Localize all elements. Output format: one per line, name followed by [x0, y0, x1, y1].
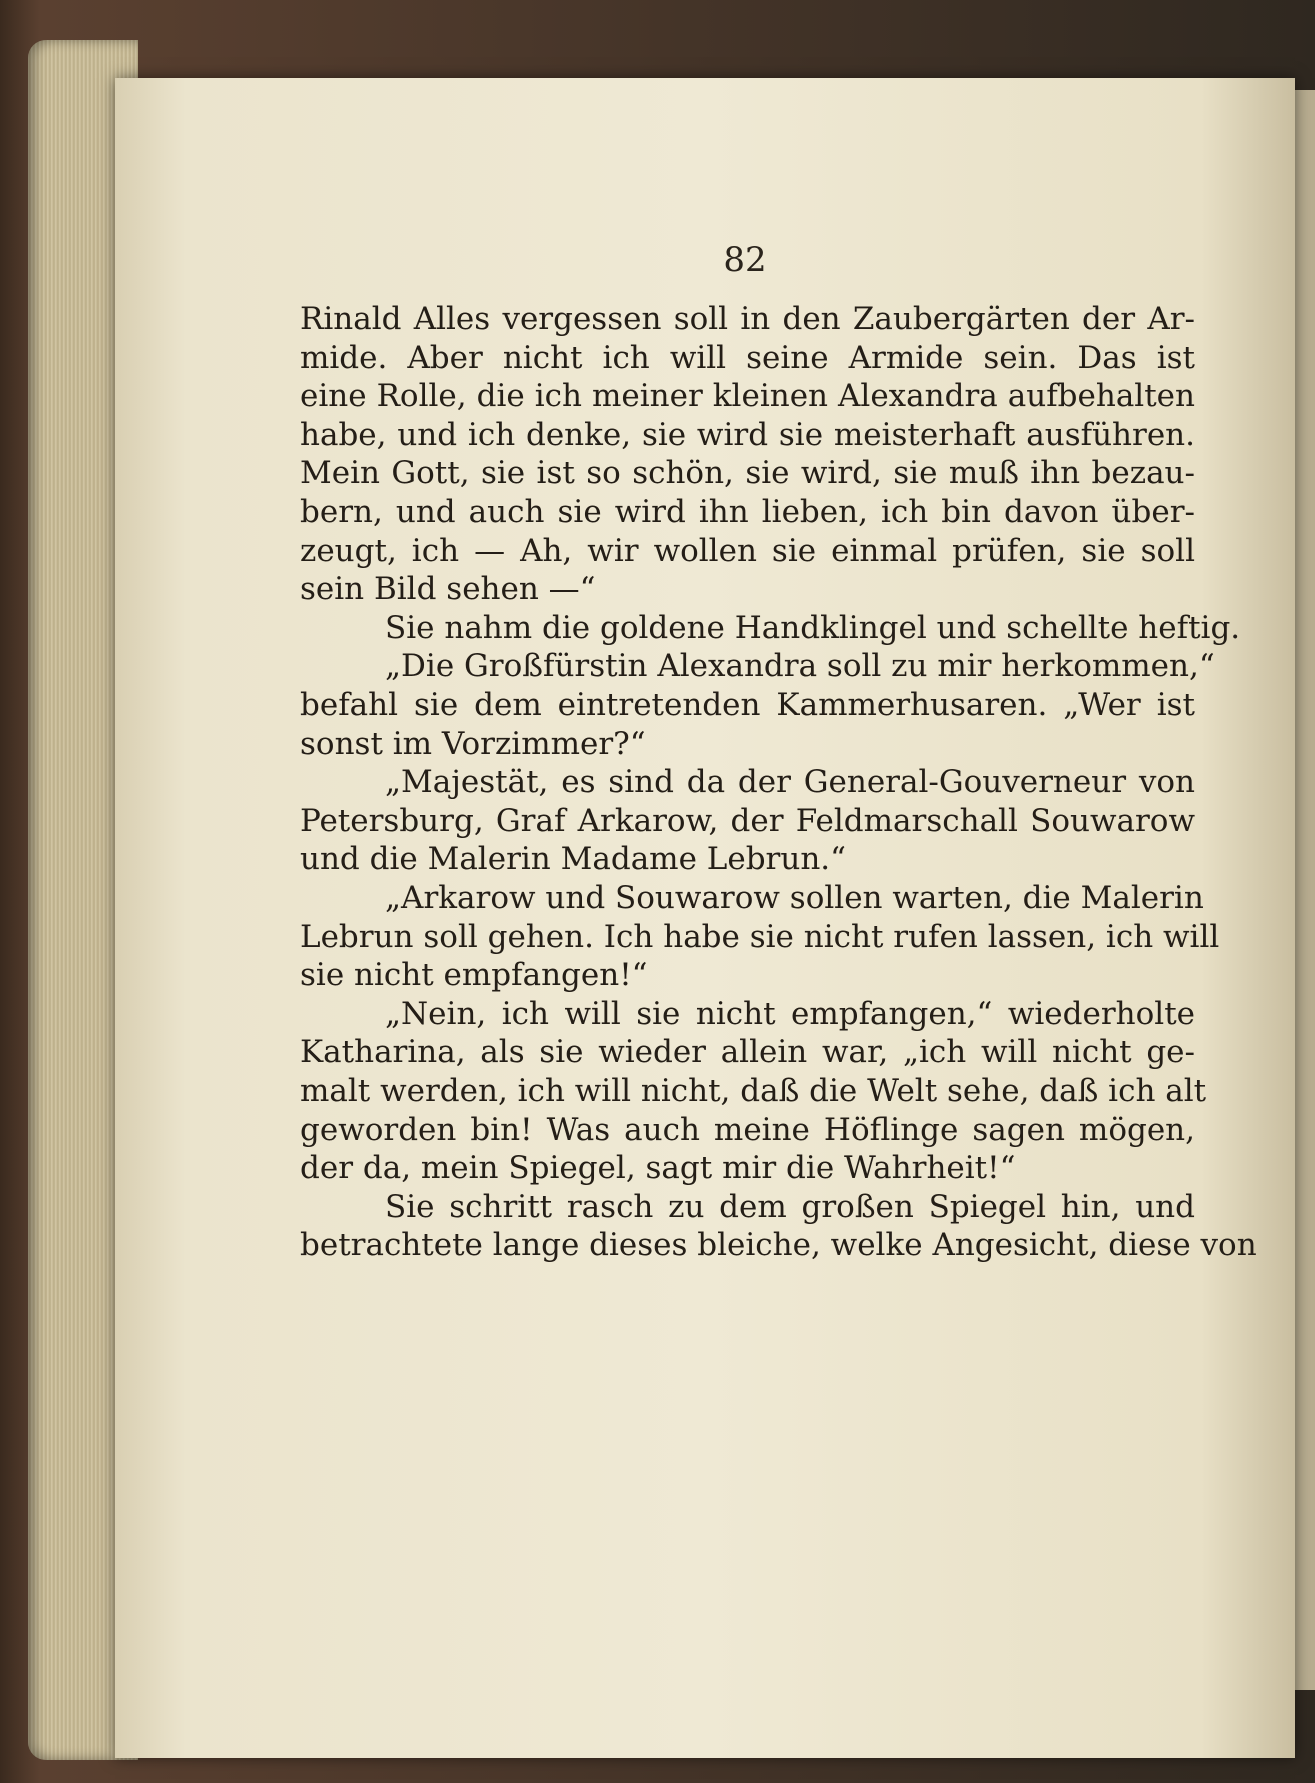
text-line: sie nicht empfangen!“	[300, 957, 648, 994]
text-line: der da, mein Spiegel, sagt mir die Wahrheit!“	[300, 1150, 1016, 1187]
text-line: Sie nahm die goldene Handklingel und schellte heftig.	[385, 609, 1241, 646]
text-line: Mein Gott, sie ist so schön, sie wird, sie muß ihn bezau-	[300, 455, 1195, 492]
text-line: „Arkarow und Souwarow sollen warten, die Malerin	[385, 880, 1204, 916]
text-line: befahl sie dem eintretenden Kammerhusaren. „Wer ist	[300, 687, 1195, 723]
text-line: zeugt, ich — Ah, wir wollen sie einmal prüfen, sie soll	[300, 532, 1195, 569]
text-line: und die Malerin Madame Lebrun.“	[300, 841, 846, 878]
text-line: „Nein, ich will sie nicht empfangen,“ wiederholte	[385, 995, 1195, 1032]
page-number: 82	[723, 240, 767, 280]
text-line: habe, und ich denke, sie wird sie meisterhaft ausführen.	[300, 416, 1195, 453]
text-line: mide. Aber nicht ich will seine Armide sein. Das ist	[300, 339, 1195, 376]
text-line: eine Rolle, die ich meiner kleinen Alexandra aufbehalten	[300, 378, 1195, 415]
text-line: bern, und auch sie wird ihn lieben, ich bin davon über-	[300, 494, 1195, 530]
text-line: Petersburg, Graf Arkarow, der Feldmarschall Souwarow	[300, 802, 1195, 839]
text-line: „Majestät, es sind da der General-Gouverneur von	[385, 764, 1195, 801]
text-line: sonst im Vorzimmer?“	[300, 725, 646, 762]
text-line: sein Bild sehen —“	[300, 571, 596, 608]
text-line: malt werden, ich will nicht, daß die Welt sehe, daß ich alt	[300, 1073, 1207, 1109]
text-line: betrachtete lange dieses bleiche, welke Angesicht, diese von	[300, 1227, 1257, 1264]
text-line: geworden bin! Was auch meine Höflinge sagen mögen,	[300, 1111, 1195, 1148]
text-line: Sie schritt rasch zu dem großen Spiegel hin, und	[385, 1188, 1195, 1225]
text-line: Katharina, als sie wieder allein war, „ich will nicht ge-	[300, 1034, 1195, 1071]
text-line: Rinald Alles vergessen soll in den Zaubergärten der Ar-	[300, 301, 1195, 337]
text-line: Lebrun soll gehen. Ich habe sie nicht rufen lassen, ich will	[300, 918, 1220, 955]
text-line: „Die Großfürstin Alexandra soll zu mir herkommen,“	[385, 648, 1215, 685]
